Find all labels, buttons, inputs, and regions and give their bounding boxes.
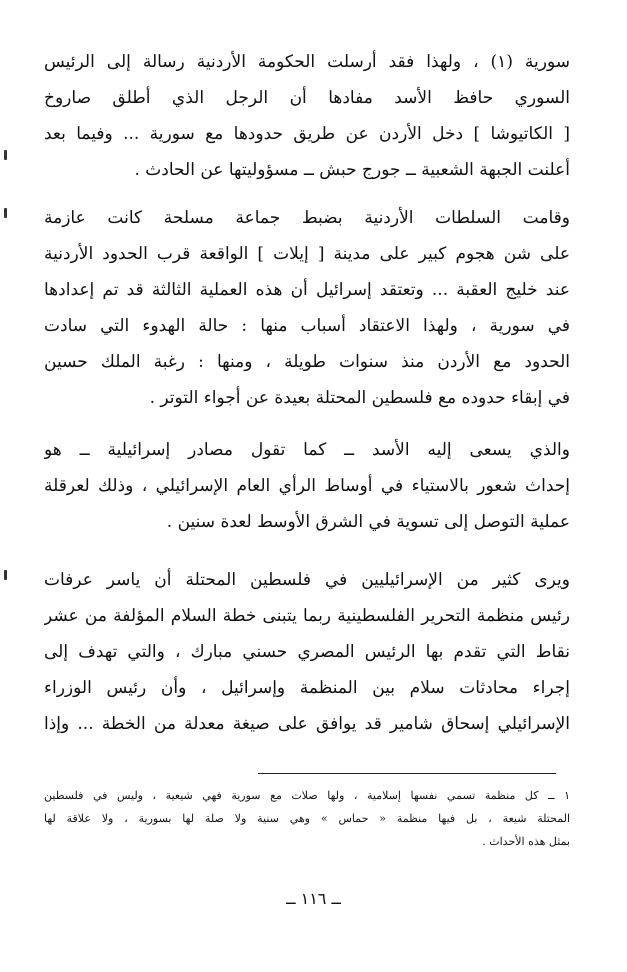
- paragraph-4: [44, 562, 570, 742]
- text-line: السوري حافظ الأسد مفادها أن الرجل الذي أطلق صاروخ: [44, 88, 570, 108]
- footnote-line: المحتلة شيعة ، بل فيها منظمة « حماس » وهي سنية ولا صلة لها بسورية ، ولا علاقة لها: [44, 812, 570, 825]
- footnote-line: ١ ــ كل منظمة تسمي نفسها إسلامية ، ولها صلات مع سورية فهي شيعية ، وليس في فلسطين: [44, 789, 570, 802]
- text-line: وقامت السلطات الأردنية بضبط جماعة مسلحة كانت عازمة: [44, 208, 570, 228]
- text-line: الحدود مع الأردن منذ سنوات طويلة ، ومنها : رغبة الملك حسين: [44, 352, 570, 372]
- text-line: على شن هجوم كبير على مدينة [ إيلات ] الواقعة قرب الحدود الأردنية: [44, 244, 570, 264]
- text-line: الإسرائيلي إسحاق شامير قد يوافق على صيغة معدلة من الخطة ... وإذا: [44, 714, 570, 734]
- paragraph-3: [44, 432, 570, 540]
- paragraph-2: [44, 200, 570, 416]
- text-line: في إبقاء حدوده مع فلسطين المحتلة بعيدة عن أجواء التوتر .: [149, 388, 570, 408]
- text-line: نقاط التي تقدم بها الرئيس المصري حسني مبارك ، والتي تهدف إلى: [44, 642, 570, 662]
- text-line: إجراء محادثات سلام بين المنظمة وإسرائيل ، وأن رئيس الوزراء: [44, 678, 570, 698]
- scan-margin-mark: [4, 570, 7, 580]
- page-number: ــ ١١٦ ــ: [286, 889, 341, 908]
- text-line: رئيس منظمة التحرير الفلسطينية ربما يتبنى خطة السلام المؤلفة من عشر: [44, 606, 570, 626]
- text-line: في سورية ، ولهذا الاعتقاد أسباب منها : حالة الهدوء التي سادت: [44, 316, 570, 336]
- text-line: أعلنت الجبهة الشعبية ــ جورج حبش ــ مسؤوليتها عن الحادث .: [134, 160, 570, 180]
- text-line: والذي يسعى إليه الأسد ــ كما تقول مصادر إسرائيلية ــ هو: [44, 440, 570, 460]
- footnote-line: بمثل هذه الأحداث .: [482, 835, 570, 848]
- text-line: عملية التوصل إلى تسوية في الشرق الأوسط لعدة سنين .: [166, 512, 570, 532]
- footnote-separator: [258, 773, 556, 774]
- scan-margin-mark: [4, 150, 7, 160]
- text-line: عند خليج العقبة ... وتعتقد إسرائيل أن هذه العملية الثالثة قد تم إعدادها: [44, 280, 570, 300]
- text-line: سورية (١) ، ولهذا فقد أرسلت الحكومة الأردنية رسالة إلى الرئيس: [44, 52, 570, 72]
- text-line: [ الكاتيوشا ] دخل الأردن عن طريق حدودها مع سورية ... وفيما بعد: [44, 124, 570, 144]
- text-line: ويرى كثير من الإسرائيليين في فلسطين المحتلة أن ياسر عرفات: [44, 570, 570, 590]
- footnote: [44, 784, 570, 853]
- text-line: إحداث شعور بالاستياء في أوساط الرأي العام الإسرائيلي ، وذلك لعرقلة: [44, 476, 570, 496]
- paragraph-1: [44, 44, 570, 188]
- scan-margin-mark: [4, 208, 7, 218]
